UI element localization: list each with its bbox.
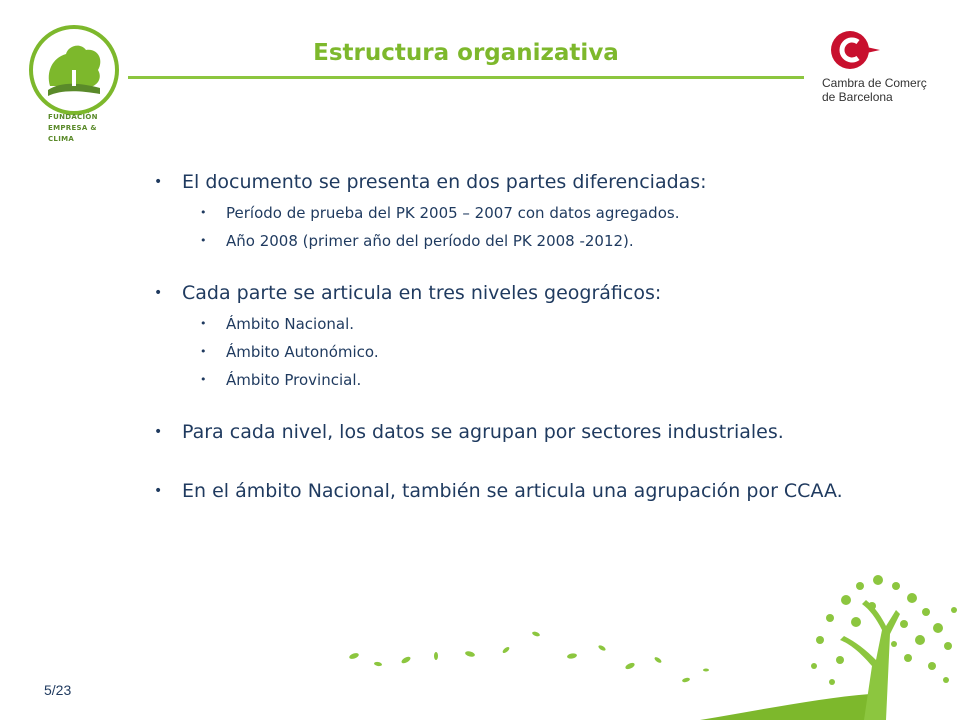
bullet-dot-icon: •	[200, 345, 207, 358]
page-number: 5/23	[44, 682, 72, 698]
bullet-dot-icon: •	[200, 373, 207, 386]
bullet-item: • En el ámbito Nacional, también se articula una agrupación por CCAA.	[154, 480, 843, 502]
sub-bullet-item: • Año 2008 (primer año del período del PK 2008 -2012).	[200, 232, 634, 250]
bullet-dot-icon: •	[154, 483, 163, 499]
falling-leaves-icon	[340, 620, 720, 700]
bullet-dot-icon: •	[154, 174, 163, 190]
bullet-group-4	[150, 479, 910, 504]
sub-bullet-item: • Ámbito Provincial.	[200, 371, 362, 389]
bullet-dot-icon: •	[154, 424, 163, 440]
sub-bullet-item: • Ámbito Nacional.	[200, 315, 355, 333]
cambra-logo	[818, 30, 948, 110]
bullet-dot-icon: •	[200, 206, 207, 219]
bullet-item: • Para cada nivel, los datos se agrupan por sectores industriales.	[154, 421, 784, 443]
bullet-item: • El documento se presenta en dos partes diferenciadas:	[154, 171, 707, 193]
bullet-group-1	[150, 170, 910, 251]
bullet-dot-icon: •	[154, 285, 163, 301]
sub-bullet-item: • Ámbito Autonómico.	[200, 343, 379, 361]
fundacion-logo	[28, 24, 124, 143]
bullet-group-3	[150, 420, 910, 445]
tree-circle-icon	[28, 24, 120, 116]
sub-bullet-item: • Período de prueba del PK 2005 – 2007 con datos agregados.	[200, 204, 680, 222]
cambra-wordmark: Cambra de Comerç de Barcelona	[822, 76, 927, 104]
bullet-dot-icon: •	[200, 234, 207, 247]
bullet-dot-icon: •	[200, 317, 207, 330]
fundacion-wordmark: FUNDACIÓN EMPRESA & CLIMA	[48, 113, 98, 143]
title-underline	[128, 76, 804, 79]
tree-illustration-icon	[700, 570, 960, 720]
bullet-group-2	[150, 281, 910, 390]
cambra-c-mark-icon	[830, 30, 886, 70]
bullet-item: • Cada parte se articula en tres niveles geográficos:	[154, 282, 662, 304]
slide-body	[150, 170, 910, 534]
slide-title: Estructura organizativa	[313, 40, 619, 66]
